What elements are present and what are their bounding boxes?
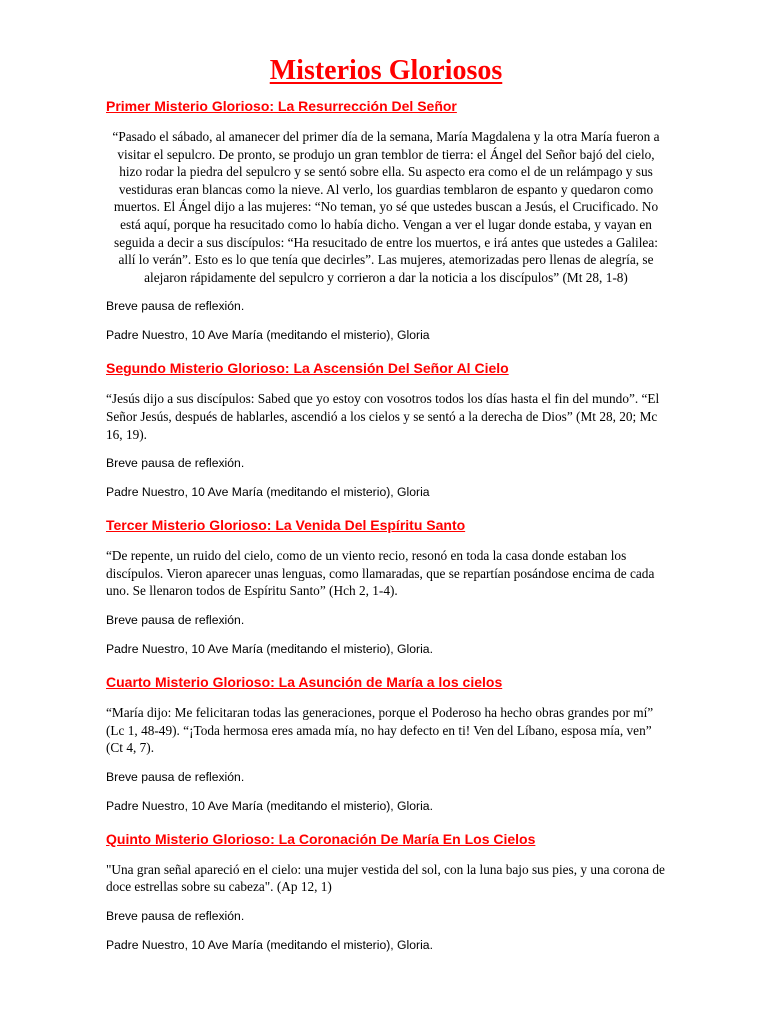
mystery-heading: Segundo Misterio Glorioso: La Ascensión Del Señor Al Cielo <box>106 360 509 377</box>
mystery-heading: Tercer Misterio Glorioso: La Venida Del Espíritu Santo <box>106 517 466 534</box>
mystery-1 <box>106 97 666 343</box>
page-title: Misterios Gloriosos <box>269 55 503 86</box>
prayer-instruction: Padre Nuestro, 10 Ave María (meditando el misterio), Gloria <box>106 485 430 500</box>
scripture-quote: “Jesús dijo a sus discípulos: Sabed que yo estoy con vosotros todos los días hasta el fin del mundo”. “El Señor Jesús, después de hablarles, ascendió a los cielos y se sentó a la derecha de Dios” (Mt 28, 20; Mc 16, 19). <box>106 391 660 442</box>
prayer-instruction: Padre Nuestro, 10 Ave María (meditando el misterio), Gloria. <box>106 798 433 813</box>
scripture-quote: “María dijo: Me felicitaran todas las generaciones, porque el Poderoso ha hecho obras grandes por mí” (Lc 1, 48-49). “¡Toda hermosa eres amada mía, no hay defecto en ti! Ven del Líbano, esposa mía, ven” (Ct 4, 7). <box>106 704 654 756</box>
mystery-2 <box>106 359 666 500</box>
reflection-note: Breve pausa de reflexión. <box>106 612 245 627</box>
reflection-note: Breve pausa de reflexión. <box>106 908 245 923</box>
document-page <box>106 52 666 953</box>
mystery-5 <box>106 830 666 953</box>
mystery-heading: Cuarto Misterio Glorioso: La Asunción de María a los cielos <box>106 673 503 690</box>
reflection-note: Breve pausa de reflexión. <box>106 456 245 471</box>
mystery-3 <box>106 516 666 657</box>
reflection-note: Breve pausa de reflexión. <box>106 299 245 314</box>
mystery-4 <box>106 673 666 814</box>
prayer-instruction: Padre Nuestro, 10 Ave María (meditando el misterio), Gloria. <box>106 937 433 952</box>
prayer-instruction: Padre Nuestro, 10 Ave María (meditando el misterio), Gloria. <box>106 641 433 656</box>
prayer-instruction: Padre Nuestro, 10 Ave María (meditando el misterio), Gloria <box>106 328 430 343</box>
mystery-heading: Quinto Misterio Glorioso: La Coronación De María En Los Cielos <box>106 830 536 847</box>
scripture-quote: "Una gran señal apareció en el cielo: una mujer vestida del sol, con la luna bajo sus pies, y una corona de doce estrellas sobre su cabeza". (Ap 12, 1) <box>106 861 665 895</box>
mystery-heading: Primer Misterio Glorioso: La Resurrección Del Señor <box>106 98 457 114</box>
reflection-note: Breve pausa de reflexión. <box>106 769 245 784</box>
scripture-quote: “De repente, un ruido del cielo, como de un viento recio, resonó en toda la casa donde estaban los discípulos. Vieron aparecer unas lenguas, como llamaradas, que se repartían posándose encima de cada uno. Se llenaron todos de Espíritu Santo” (Hch 2, 1-4). <box>106 548 655 599</box>
scripture-quote: “Pasado el sábado, al amanecer del primer día de la semana, María Magdalena y la otra María fueron a visitar el sepulcro. De pronto, se produjo un gran temblor de tierra: el Ángel del Señor bajó del cielo, hizo rodar la piedra del sepulcro y se sentó sobre ella. Su aspecto era como el de un relámpago y sus vestiduras eran blancas como la nieve. Al verlo, los guardias temblaron de espanto y quedaron como muertos. El Ángel dijo a las mujeres: “No teman, yo sé que ustedes buscan a Jesús, el Crucificado. No está aquí, porque ha resucitado como lo había dicho. Vengan a ver el lugar donde estaba, y vayan en seguida a decir a sus discípulos: “Ha resucitado de entre los muertos, e irá antes que ustedes a Galilea: allí lo verán”. Esto es lo que tenía que decirles”. Las mujeres, atemorizadas pero llenas de alegría, se alejaron rápidamente del sepulcro y corrieron a dar la noticia a los discípulos” (Mt 28, 1-8) <box>112 129 660 285</box>
